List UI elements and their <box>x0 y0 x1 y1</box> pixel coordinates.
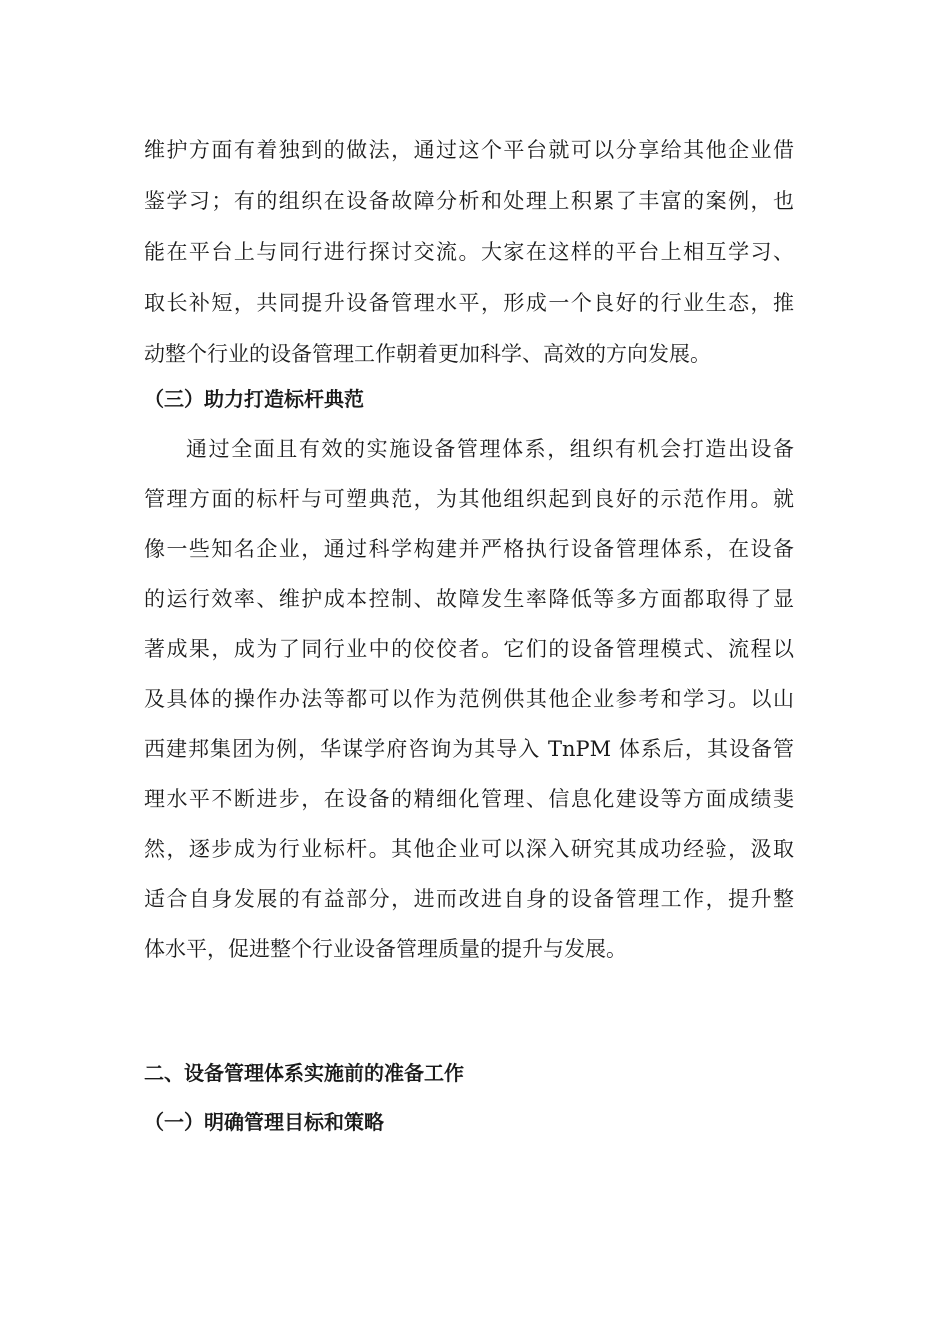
paragraph-line: 取长补短，共同提升设备管理水平，形成一个良好的行业生态，推 <box>144 291 794 315</box>
section-title: 二、设备管理体系实施前的准备工作 <box>144 1061 464 1085</box>
paragraph-line: 西建邦集团为例，华谋学府咨询为其导入 TnPM 体系后，其设备管 <box>144 737 794 761</box>
paragraph-line: 理水平不断进步，在设备的精细化管理、信息化建设等方面成绩斐 <box>144 787 794 811</box>
paragraph-line: 然，逐步成为行业标杆。其他企业可以深入研究其成功经验，汲取 <box>144 837 794 861</box>
paragraph-line: 鉴学习；有的组织在设备故障分析和处理上积累了丰富的案例，也 <box>144 189 794 213</box>
paragraph-line: 的运行效率、维护成本控制、故障发生率降低等多方面都取得了显 <box>144 587 794 611</box>
paragraph-line: 管理方面的标杆与可塑典范，为其他组织起到良好的示范作用。就 <box>144 487 794 511</box>
paragraph-line: 能在平台上与同行进行探讨交流。大家在这样的平台上相互学习、 <box>144 240 794 264</box>
paragraph-line: 动整个行业的设备管理工作朝着更加科学、高效的方向发展。 <box>144 342 711 366</box>
subsection-heading: （三）助力打造标杆典范 <box>144 387 364 411</box>
paragraph-line: 维护方面有着独到的做法，通过这个平台就可以分享给其他企业借 <box>144 138 794 162</box>
subsection-heading: （一）明确管理目标和策略 <box>144 1110 384 1134</box>
paragraph-line: 著成果，成为了同行业中的佼佼者。它们的设备管理模式、流程以 <box>144 637 794 661</box>
paragraph-line: 像一些知名企业，通过科学构建并严格执行设备管理体系，在设备 <box>144 537 794 561</box>
paragraph-line: 适合自身发展的有益部分，进而改进自身的设备管理工作，提升整 <box>144 887 794 911</box>
paragraph-line: 通过全面且有效的实施设备管理体系，组织有机会打造出设备 <box>186 437 794 461</box>
paragraph-line: 体水平，促进整个行业设备管理质量的提升与发展。 <box>144 937 627 961</box>
paragraph-line: 及具体的操作办法等都可以作为范例供其他企业参考和学习。以山 <box>144 687 794 711</box>
